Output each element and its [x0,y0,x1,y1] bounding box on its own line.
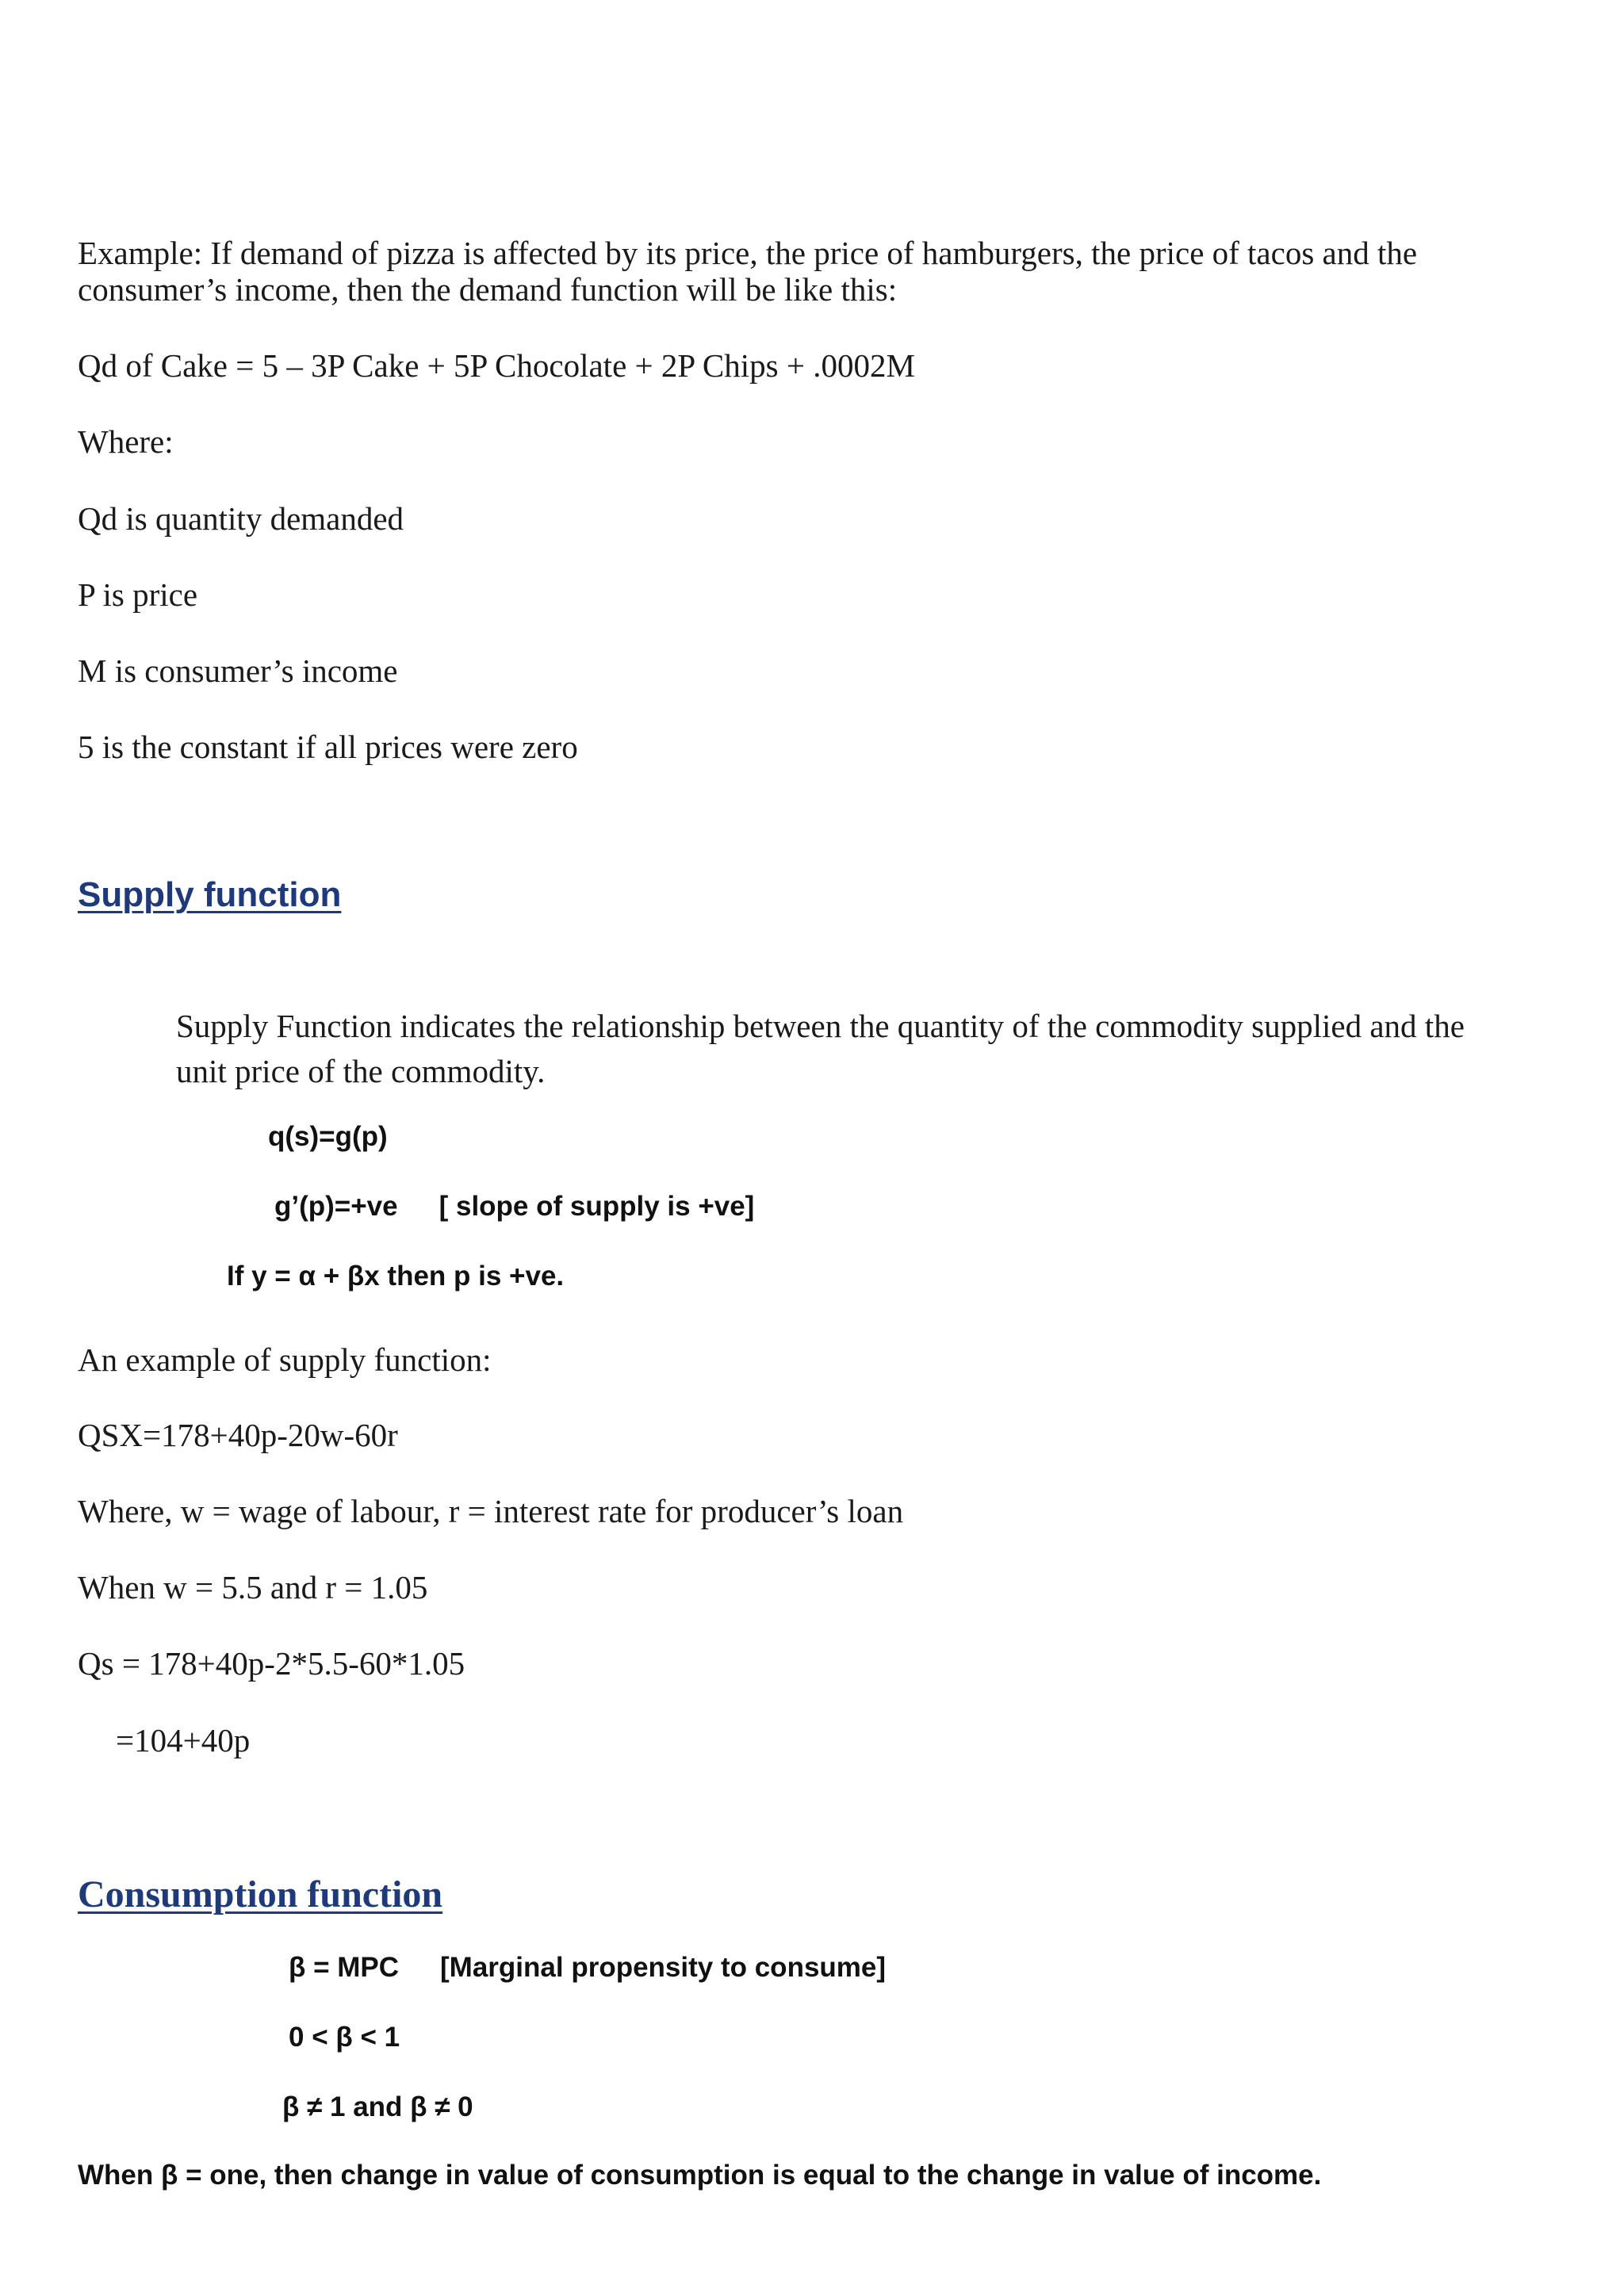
supply-formula-slope [274,1191,754,1223]
consumption-inequality: β ≠ 1 and β ≠ 0 [282,2091,473,2122]
supply-formula-note: [ slope of supply is +ve] [439,1191,755,1222]
consumption-heading: Consumption function [78,1873,443,1915]
consumption-mpc-note: [Marginal propensity to consume] [440,1952,887,1983]
supply-formula-q: q(s)=g(p) [268,1121,388,1152]
supply-example-intro: An example of supply function: [78,1341,492,1378]
definition-constant: 5 is the constant if all prices were zero [78,729,578,765]
supply-result-line: =104+40p [116,1722,251,1758]
consumption-mpc: β = MPC [289,1952,400,1983]
definition-qd: Qd is quantity demanded [78,500,404,537]
demand-equation: Qd of Cake = 5 – 3P Cake + 5P Chocolate + 2P Chips + .0002M [78,347,915,384]
example-line-1: Example: If demand of pizza is affected by its price, the price of hamburgers, the price of tacos and the [78,235,1418,271]
supply-qs-line: Qs = 178+40p-2*5.5-60*1.05 [78,1645,465,1682]
supply-formula-linear: If y = α + βx then p is +ve. [227,1261,565,1292]
supply-heading: Supply function [78,875,342,914]
supply-description: Supply Function indicates the relationship between the quantity of the commodity supplied and the unit price of the commodity. [176,1008,1465,1089]
example-line-2: consumer’s income, then the demand function will be like this: [78,271,898,308]
supply-formula-derivative: g’(p)=+ve [274,1191,398,1222]
supply-where-line: Where, w = wage of labour, r = interest rate for producer’s loan [78,1493,904,1529]
consumption-mpc-line [289,1952,886,1984]
consumption-statement: When β = one, then change in value of consumption is equal to the change in value of income. [78,2160,1322,2191]
supply-when-line: When w = 5.5 and r = 1.05 [78,1569,428,1605]
definition-m: M is consumer’s income [78,652,398,689]
consumption-range: 0 < β < 1 [289,2022,400,2053]
supply-example-equation: QSX=178+40p-20w-60r [78,1417,398,1453]
where-label: Where: [78,423,174,460]
definition-p: P is price [78,576,198,613]
